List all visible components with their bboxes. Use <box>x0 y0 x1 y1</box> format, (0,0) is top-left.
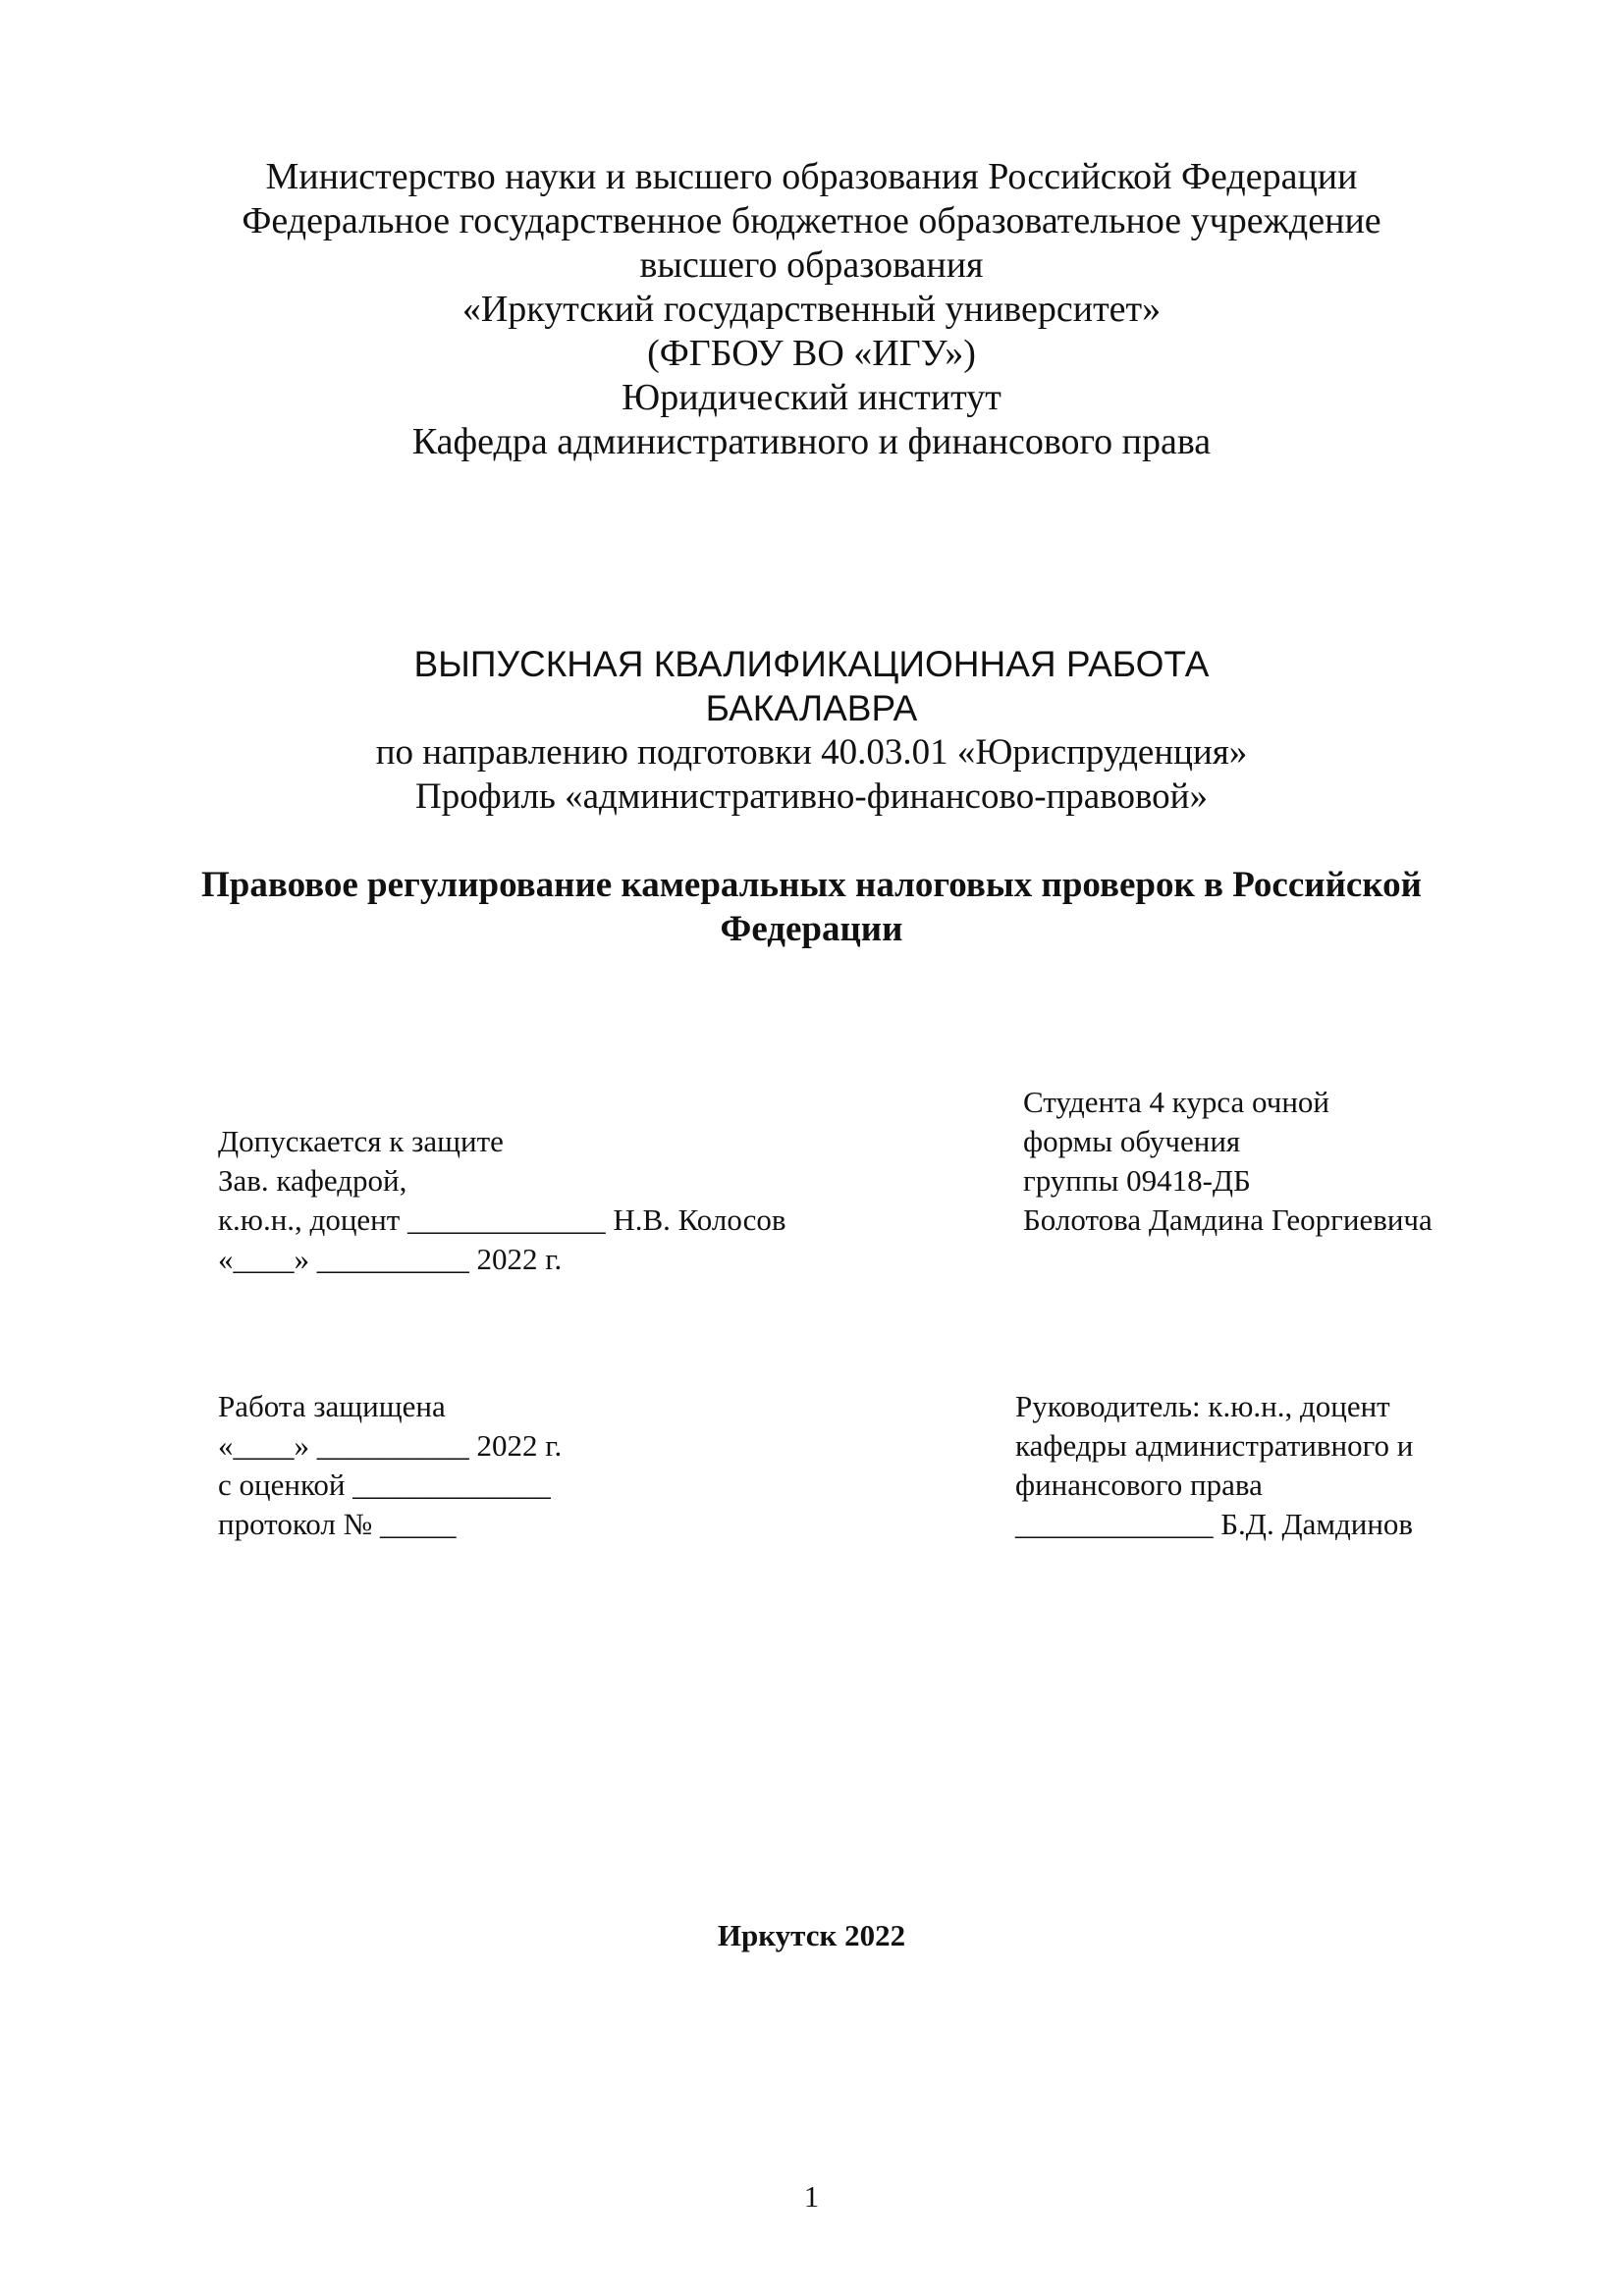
supervisor-title-line: Руководитель: к.ю.н., доцент <box>1015 1389 1390 1423</box>
admission-label: Допускается к защите <box>218 1124 504 1158</box>
direction-line: по направлению подготовки 40.03.01 «Юриспруденция» <box>375 732 1248 773</box>
study-form-line: формы обучения <box>1023 1124 1241 1158</box>
protocol-line: протокол № _____ <box>218 1507 457 1541</box>
university-name-line: «Иркутский государственный университет» <box>461 289 1162 330</box>
institution-type-line: Федеральное государственное бюджетное образовательное учреждение <box>242 200 1381 241</box>
grade-line: с оценкой _____________ <box>218 1468 551 1502</box>
supervisor-department-line1: кафедры административного и <box>1015 1428 1414 1463</box>
work-type-line: ВЫПУСКНАЯ КВАЛИФИКАЦИОННАЯ РАБОТА <box>413 644 1210 684</box>
page-number: 1 <box>803 2179 820 2214</box>
university-abbr-line: (ФГБОУ ВО «ИГУ») <box>647 333 976 374</box>
topic-title-line1: Правовое регулирование камеральных налоговых проверок в Российской <box>200 865 1422 905</box>
supervisor-department-line2: финансового права <box>1015 1468 1263 1502</box>
profile-line: Профиль «административно-финансово-правовой» <box>415 776 1208 817</box>
student-group-line: группы 09418-ДБ <box>1023 1163 1251 1198</box>
ministry-line: Министерство науки и высшего образования Российской Федерации <box>265 156 1358 197</box>
degree-line: БАКАЛАВРА <box>705 688 918 728</box>
defense-date-line: «____» __________ 2022 г. <box>218 1428 563 1463</box>
education-level-line: высшего образования <box>639 244 984 286</box>
head-of-department-label: Зав. кафедрой, <box>218 1163 407 1198</box>
admission-date-line: «____» __________ 2022 г. <box>218 1242 563 1276</box>
defense-label: Работа защищена <box>218 1389 446 1423</box>
student-course-line: Студента 4 курса очной <box>1023 1085 1329 1119</box>
head-of-department-signature-line: к.ю.н., доцент _____________ Н.В. Колосов <box>218 1202 786 1237</box>
institute-line: Юридический институт <box>622 377 1001 418</box>
city-year: Иркутск 2022 <box>717 1918 906 1952</box>
supervisor-signature-line: _____________ Б.Д. Дамдинов <box>1015 1507 1414 1541</box>
department-line: Кафедра административного и финансового права <box>411 421 1212 462</box>
student-name-line: Болотова Дамдина Георгиевича <box>1023 1202 1433 1237</box>
topic-title-line2: Федерации <box>720 909 903 949</box>
